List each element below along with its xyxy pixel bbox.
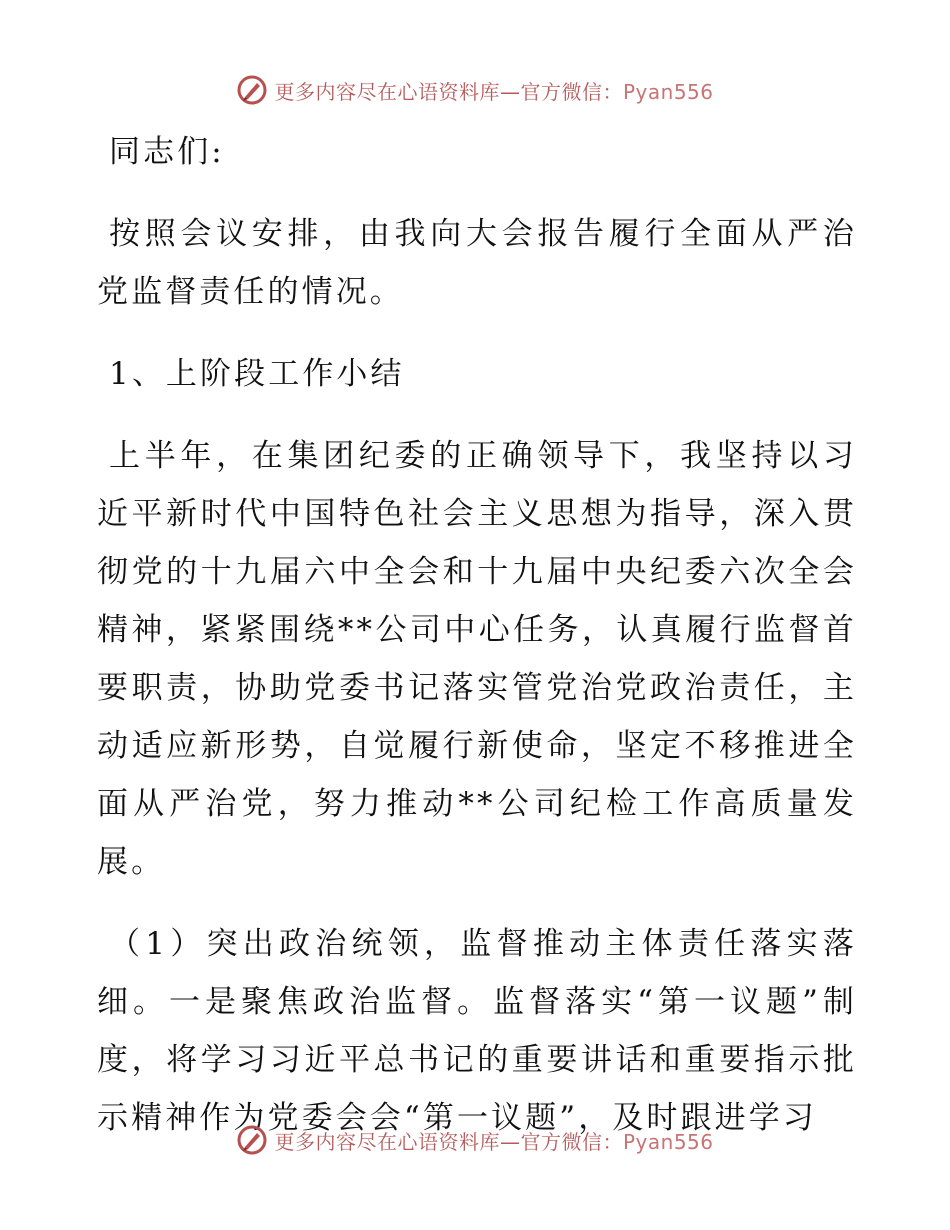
footer-watermark [0, 1120, 950, 1160]
salutation: 同志们: [109, 134, 225, 170]
header-watermark [0, 70, 950, 110]
pen-logo-icon [236, 1124, 268, 1156]
document-body [97, 120, 857, 1147]
section-heading: 1、上阶段工作小结 [109, 356, 405, 392]
summary-paragraph: 上半年，在集团纪委的正确领导下，我坚持以习近平新时代中国特色社会主义思想为指导，深入贯彻党的十九届六中全会和十九届中央纪委六次全会精神，紧紧围绕**公司中心任务，认真履行监督首要职责，协助党委书记落实管党治党政治责任，主动适应新形势，自觉履行新使命，坚定不移推进全面从严治党，努力推动**公司纪检工作高质量发展。 [97, 438, 857, 880]
point-paragraph: （1）突出政治统领，监督推动主体责任落实落细。一是聚焦政治监督。监督落实“第一议题”制度，将学习习近平总书记的重要讲话和重要指示批示精神作为党委会会“第一议题”，及时跟进学习 [97, 926, 857, 1136]
watermark-text: 更多内容尽在心语资料库—官方微信：Pyan556 [274, 79, 714, 104]
intro-paragraph: 按照会议安排，由我向大会报告履行全面从严治党监督责任的情况。 [97, 216, 857, 310]
pen-logo-icon [236, 74, 268, 106]
watermark-text: 更多内容尽在心语资料库—官方微信：Pyan556 [274, 1129, 714, 1154]
